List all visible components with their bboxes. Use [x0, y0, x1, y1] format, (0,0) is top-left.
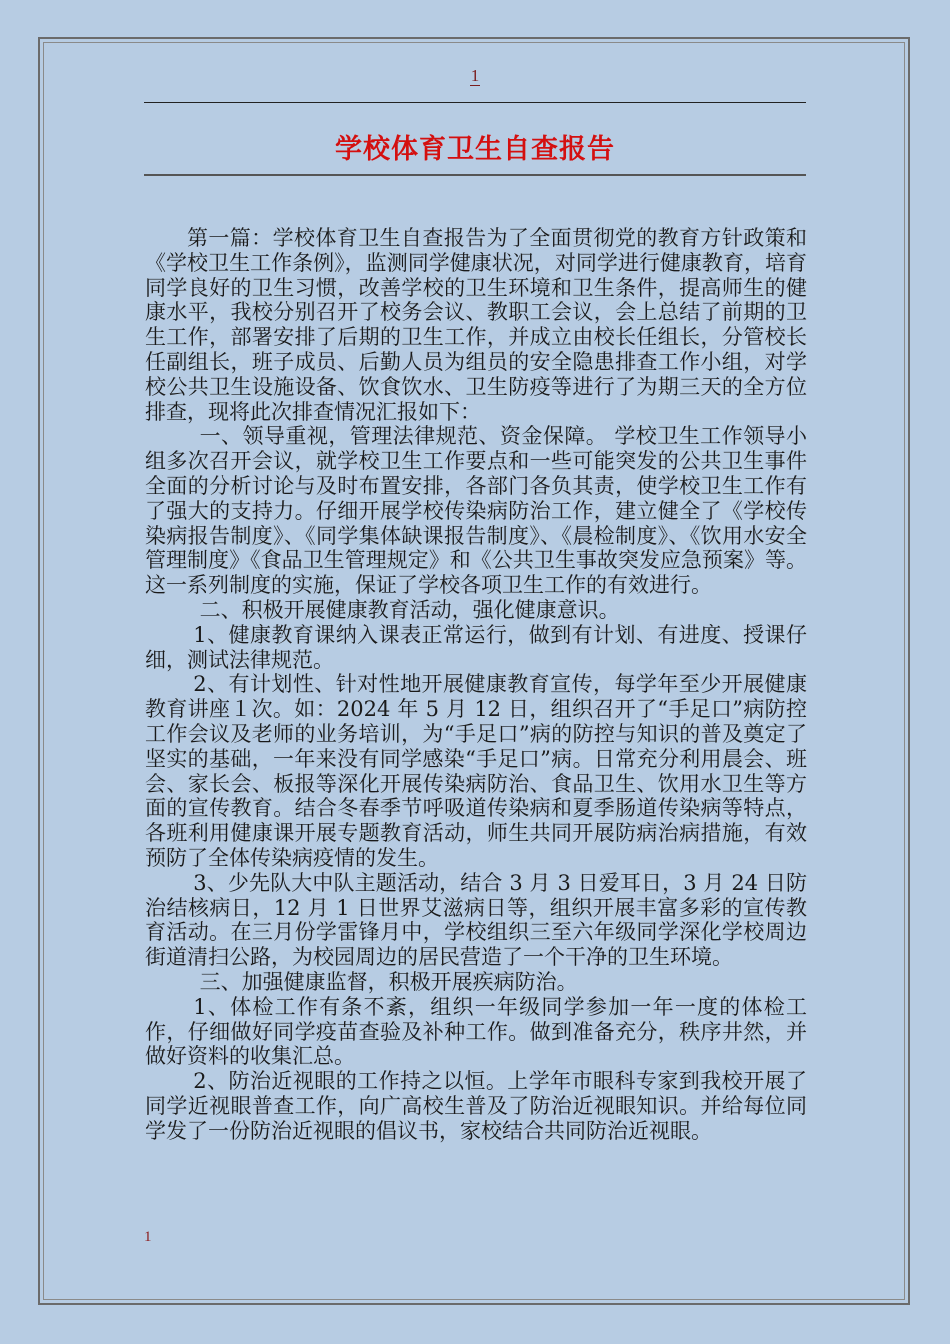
paragraph-item: 2、防治近视眼的工作持之以恒。上学年市眼科专家到我校开展了同学近视眼普查工作，向广高校生普及了防治近视眼知识。并给每位同学发了一份防治近视眼的倡议书，家校结合共同防治近视眼。: [145, 1069, 807, 1143]
document-title: 学校体育卫生自查报告: [335, 134, 615, 165]
paragraph-section-2-heading: 二、积极开展健康教育活动，强化健康意识。: [199, 597, 620, 622]
header-page-number: 1: [470, 66, 480, 85]
paragraph-intro: 第一篇：学校体育卫生自查报告为了全面贯彻党的教育方针政策和《学校卫生工作条例》，监测同学健康状况，对同学进行健康教育，培育同学良好的卫生习惯，改善学校的卫生环境和卫生条件，提高师生的健康水平，我校分别召开了校务会议、教职工会议，会上总结了前期的卫生工作，部署安排了后期的卫生工作，并成立由校长任组长，分管校长任副组长，班子成员、后勤人员为组员的安全隐患排查工作小组，对学校公共卫生设施设备、饮食饮水、卫生防疫等进行了为期三天的全方位排查，现将此次排查情况汇报如下：: [145, 226, 807, 424]
paragraph-section-3-heading: 三、加强健康监督，积极开展疾病防治。: [199, 969, 578, 994]
paragraph-item: 1、健康教育课纳入课表正常运行，做到有计划、有进度、授课仔细，测试法律规范。: [145, 622, 807, 672]
paragraph-item: 3、少先队大中队主题活动，结合 3 月 3 日爱耳日，3 月 24 日防治结核病日，12 月 1 日世界艾滋病日等，组织开展丰富多彩的宣传教育活动。在三月份学雷锋月中，学校组织三至六年级同学深化学校周边街道清扫公路，为校园周边的居民营造了一个干净的卫生环境。: [145, 870, 807, 970]
header-rule: [144, 102, 806, 103]
footer-page-number: 1: [144, 1229, 152, 1245]
paragraph-section-1: 一、领导重视，管理法律规范、资金保障。 学校卫生工作领导小组多次召开会议，就学校卫生工作要点和一些可能突发的公共卫生事件全面的分析讨论与及时布置安排，各部门各负其责，使学校卫生工作有了强大的支持力。仔细开展学校传染病防治工作，建立健全了《学校传染病报告制度》、《同学集体缺课报告制度》、《晨检制度》、《饮用水安全管理制度》《食品卫生管理规定》和《公共卫生事故突发应急预案》等。这一系列制度的实施，保证了学校各项卫生工作的有效进行。: [145, 424, 807, 598]
paragraph-item: 2、有计划性、针对性地开展健康教育宣传，每学年至少开展健康教育讲座１次。如：2024 年 5 月 12 日，组织召开了“手足口”病防控工作会议及老师的业务培训，为“手足口”病的防控与知识的普及奠定了坚实的基础，一年来没有同学感染“手足口”病。日常充分利用晨会、班会、家长会、板报等深化开展传染病防治、食品卫生、饮用水卫生等方面的宣传教育。结合冬春季节呼吸道传染病和夏季肠道传染病等特点，各班利用健康课开展专题教育活动，师生共同开展防病治病措施，有效预防了全体传染病疫情的发生。: [145, 672, 807, 870]
title-rule: [144, 174, 806, 176]
paragraph-item: 1、体检工作有条不紊，组织一年级同学参加一年一度的体检工作，仔细做好同学疫苗查验及补种工作。做到准备充分，秩序井然，并做好资料的收集汇总。: [145, 994, 807, 1069]
document-body: [145, 226, 807, 1143]
